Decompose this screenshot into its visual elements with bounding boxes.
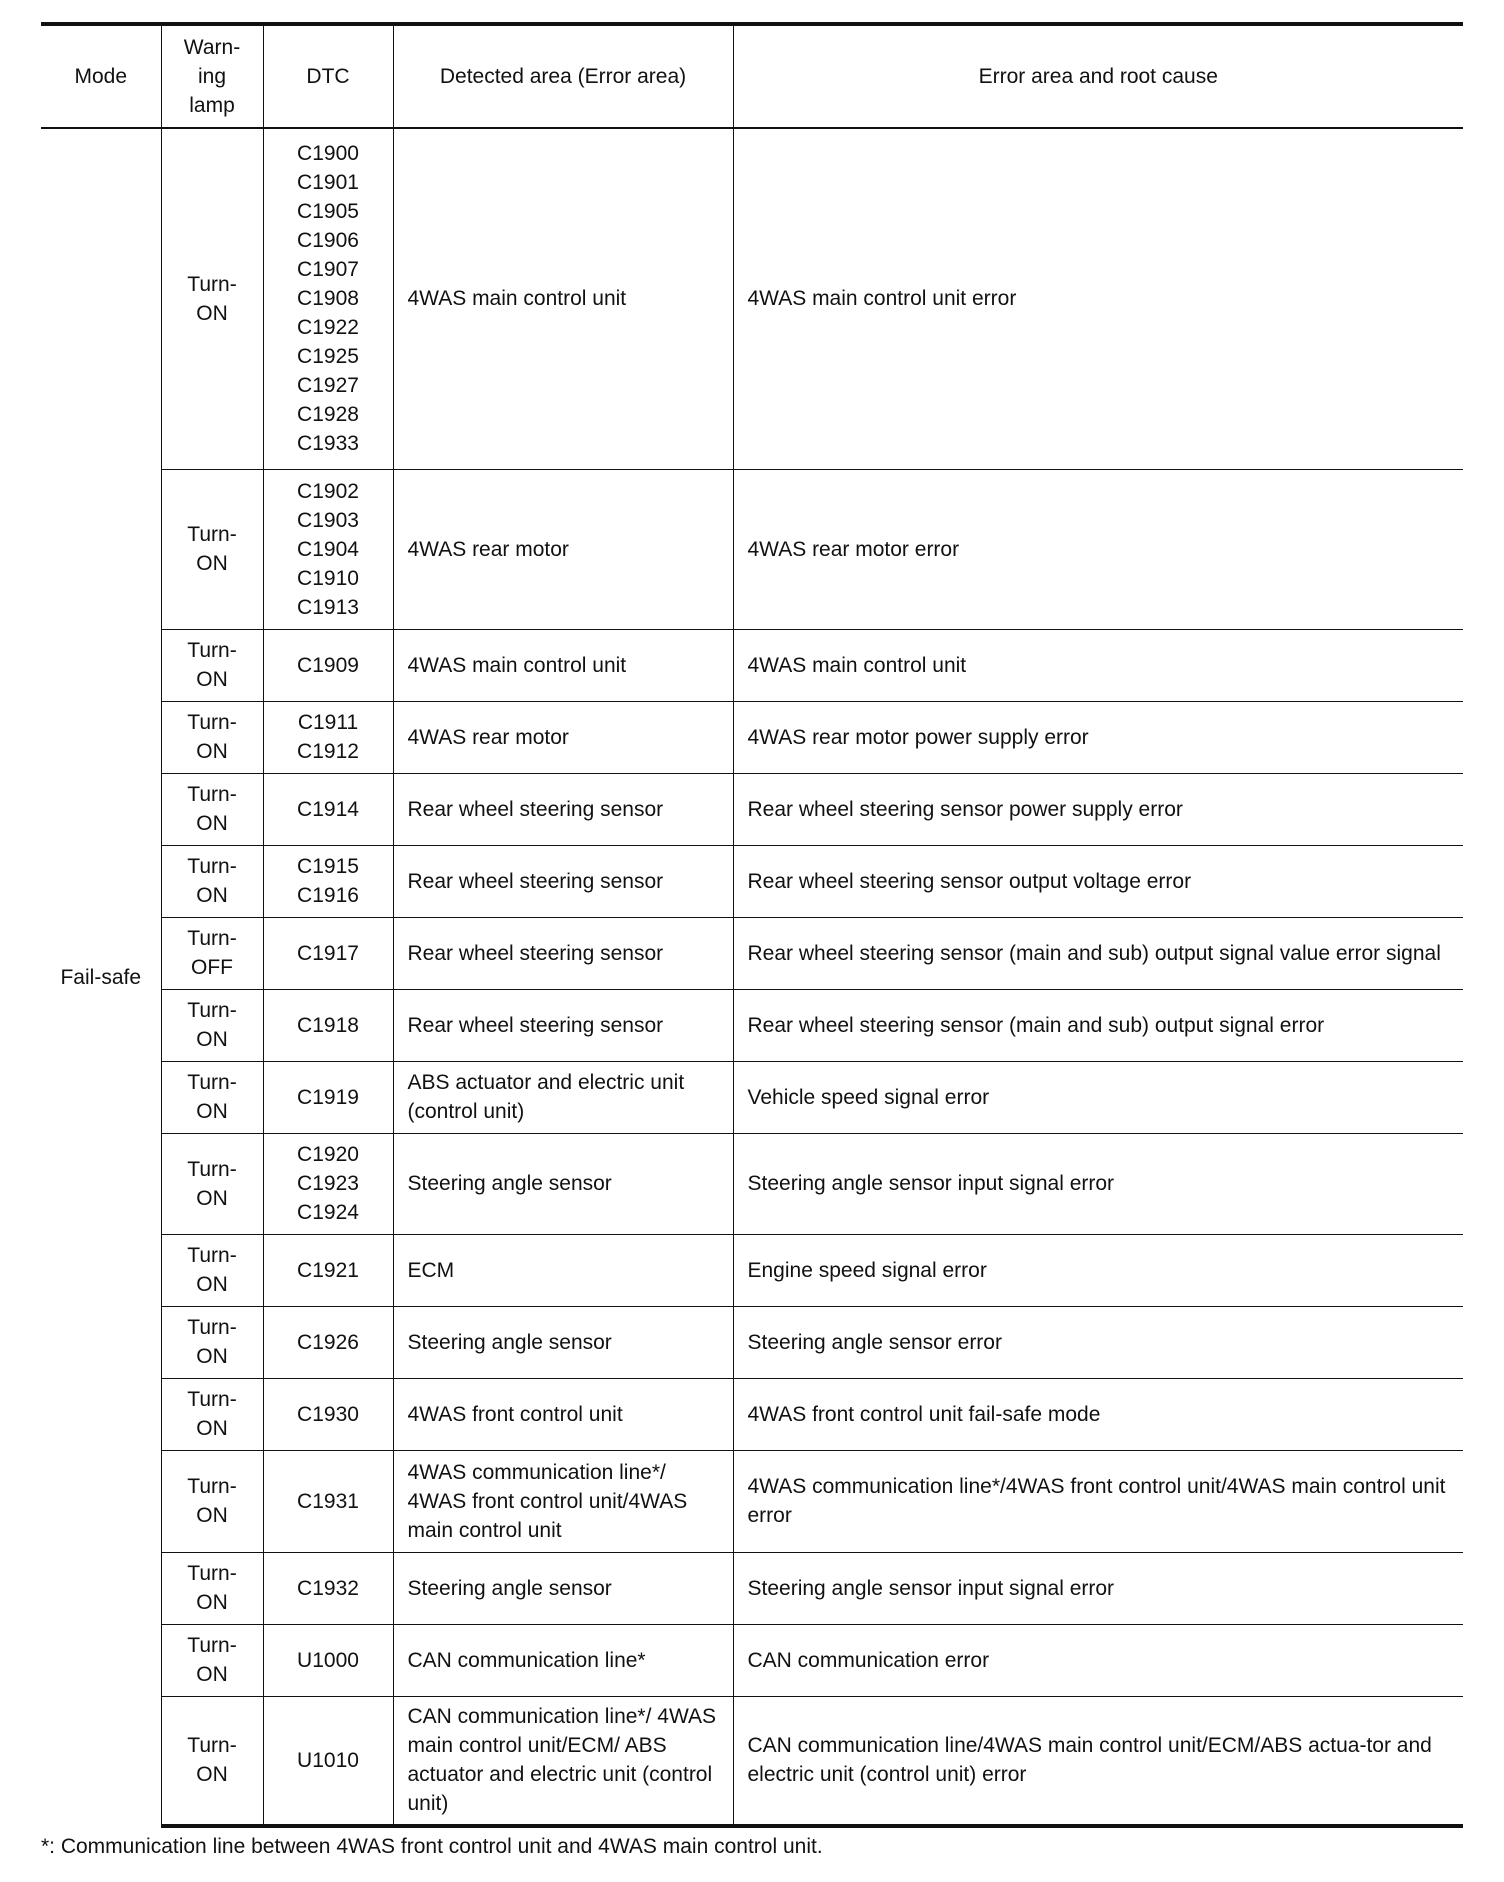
dtc-code-list [268, 1487, 389, 1516]
detected-area-cell: 4WAS front control unit [393, 1378, 733, 1450]
warning-lamp-line: ON [196, 1345, 228, 1368]
dtc-code: C1912 [297, 740, 359, 763]
warning-lamp-line: ON [196, 1100, 228, 1123]
warning-lamp-value [166, 636, 259, 694]
warning-lamp-value [166, 1313, 259, 1371]
dtc-cell [263, 1306, 393, 1378]
dtc-cell [263, 1624, 393, 1696]
warning-lamp-line: Turn- [187, 855, 237, 878]
dtc-cell [263, 629, 393, 701]
table-row [41, 1450, 1463, 1552]
detected-area-cell: 4WAS rear motor [393, 469, 733, 629]
dtc-cell [263, 469, 393, 629]
detected-area-cell: Rear wheel steering sensor [393, 917, 733, 989]
dtc-code-list [268, 1746, 389, 1775]
dtc-code: C1928 [297, 403, 359, 427]
warning-lamp-cell [161, 1133, 263, 1234]
dtc-code-list [268, 139, 389, 458]
dtc-code-list [268, 1083, 389, 1112]
detected-area-cell: 4WAS rear motor [393, 701, 733, 773]
error-cause-cell: Rear wheel steering sensor (main and sub) output signal value error signal [733, 917, 1463, 989]
warning-lamp-line: ON [196, 1028, 228, 1051]
warning-lamp-line: ON [196, 1504, 228, 1527]
dtc-code-list [268, 1646, 389, 1675]
warning-lamp-line: Turn- [187, 1634, 237, 1657]
dtc-code: C1932 [297, 1576, 359, 1600]
error-cause-cell: 4WAS main control unit error [733, 128, 1463, 469]
footnote: *: Communication line between 4WAS front control unit and 4WAS main control unit. [41, 1835, 823, 1858]
dtc-code-list [268, 1574, 389, 1603]
detected-area-cell: 4WAS communication line*/ 4WAS front control unit/4WAS main control unit [393, 1450, 733, 1552]
warning-lamp-value [166, 924, 259, 982]
error-cause-cell: 4WAS communication line*/4WAS front control unit/4WAS main control unit error [733, 1450, 1463, 1552]
error-cause-cell: 4WAS front control unit fail-safe mode [733, 1378, 1463, 1450]
warning-lamp-value [166, 1155, 259, 1213]
detected-area-cell: Steering angle sensor [393, 1552, 733, 1624]
dtc-table [41, 22, 1463, 1828]
dtc-cell [263, 1378, 393, 1450]
error-cause-cell: CAN communication line/4WAS main control unit/ECM/ABS actua-tor and electric unit (control unit) error [733, 1696, 1463, 1826]
dtc-code: C1914 [297, 797, 359, 821]
dtc-cell [263, 917, 393, 989]
dtc-code-list [268, 1328, 389, 1357]
detected-area-cell: CAN communication line* [393, 1624, 733, 1696]
dtc-cell [263, 1552, 393, 1624]
warning-lamp-value [166, 1472, 259, 1530]
header-warning-lamp-line-3: lamp [189, 94, 235, 117]
error-cause-cell: 4WAS rear motor error [733, 469, 1463, 629]
dtc-code: C1913 [297, 595, 359, 619]
warning-lamp-line: Turn- [187, 1244, 237, 1267]
error-cause-cell: Engine speed signal error [733, 1234, 1463, 1306]
warning-lamp-value [166, 852, 259, 910]
table-row [41, 1234, 1463, 1306]
detected-area-cell: 4WAS main control unit [393, 629, 733, 701]
dtc-cell [263, 773, 393, 845]
dtc-code: C1906 [297, 229, 359, 253]
dtc-code-list [268, 852, 389, 910]
error-cause-cell: Vehicle speed signal error [733, 1061, 1463, 1133]
dtc-cell [263, 1133, 393, 1234]
dtc-code: U1010 [297, 1748, 359, 1772]
dtc-code: C1930 [297, 1402, 359, 1426]
dtc-code-list [268, 708, 389, 766]
warning-lamp-line: ON [196, 812, 228, 835]
dtc-code: C1902 [297, 479, 359, 503]
warning-lamp-line: Turn- [187, 1388, 237, 1411]
header-mode: Mode [41, 24, 161, 128]
dtc-code: C1923 [297, 1172, 359, 1195]
warning-lamp-line: ON [196, 1273, 228, 1296]
warning-lamp-line: Turn- [187, 1157, 237, 1181]
error-cause-cell: Steering angle sensor input signal error [733, 1133, 1463, 1234]
dtc-code: C1924 [297, 1201, 359, 1224]
warning-lamp-line: Turn- [187, 999, 237, 1022]
dtc-cell [263, 989, 393, 1061]
dtc-code: C1917 [297, 941, 359, 965]
warning-lamp-line: ON [196, 1417, 228, 1440]
table-body [41, 128, 1463, 1826]
dtc-code-list [268, 477, 389, 622]
dtc-code: C1909 [297, 653, 359, 677]
dtc-cell [263, 845, 393, 917]
warning-lamp-value [166, 1068, 259, 1126]
dtc-cell [263, 701, 393, 773]
warning-lamp-cell [161, 1234, 263, 1306]
detected-area-cell: Steering angle sensor [393, 1133, 733, 1234]
dtc-code: C1933 [297, 432, 359, 456]
error-cause-cell: 4WAS rear motor power supply error [733, 701, 1463, 773]
warning-lamp-line: Turn- [187, 1562, 237, 1585]
table-row [41, 1624, 1463, 1696]
dtc-code-list [268, 1256, 389, 1285]
table-row [41, 1133, 1463, 1234]
dtc-cell [263, 1234, 393, 1306]
dtc-code: C1926 [297, 1330, 359, 1354]
warning-lamp-value [166, 1631, 259, 1689]
dtc-code-list [268, 651, 389, 680]
dtc-code: C1919 [297, 1085, 359, 1109]
warning-lamp-line: ON [196, 1591, 228, 1614]
header-warning-lamp-line-1: Warn- [183, 36, 241, 59]
warning-lamp-line: OFF [191, 956, 233, 979]
mode-cell: Fail-safe [41, 128, 161, 1826]
table-row [41, 629, 1463, 701]
warning-lamp-value [166, 270, 259, 328]
warning-lamp-line: Turn- [187, 1475, 237, 1498]
warning-lamp-cell [161, 989, 263, 1061]
header-row [41, 24, 1463, 128]
table-row [41, 1061, 1463, 1133]
warning-lamp-cell [161, 128, 263, 469]
warning-lamp-line: Turn- [187, 1071, 237, 1094]
dtc-code: C1900 [297, 142, 359, 166]
dtc-code: C1911 [297, 711, 359, 734]
warning-lamp-cell [161, 917, 263, 989]
dtc-code: C1905 [297, 200, 359, 224]
dtc-code: C1922 [297, 316, 359, 340]
error-cause-cell: 4WAS main control unit [733, 629, 1463, 701]
table-row [41, 128, 1463, 469]
table-row [41, 701, 1463, 773]
error-cause-cell: Steering angle sensor error [733, 1306, 1463, 1378]
detected-area-cell: Rear wheel steering sensor [393, 845, 733, 917]
warning-lamp-cell [161, 1552, 263, 1624]
warning-lamp-line: Turn- [187, 523, 237, 546]
warning-lamp-line: Turn- [187, 1734, 237, 1758]
warning-lamp-value [166, 1731, 259, 1789]
header-error-cause: Error area and root cause [733, 24, 1463, 128]
warning-lamp-line: ON [196, 1763, 228, 1787]
dtc-code: C1915 [297, 855, 359, 878]
warning-lamp-cell [161, 1306, 263, 1378]
warning-lamp-line: ON [196, 668, 228, 691]
warning-lamp-value [166, 1241, 259, 1299]
error-cause-cell: Steering angle sensor input signal error [733, 1552, 1463, 1624]
dtc-code: C1908 [297, 287, 359, 311]
dtc-code: C1927 [297, 374, 359, 398]
warning-lamp-line: ON [196, 301, 228, 325]
warning-lamp-line: Turn- [187, 711, 237, 734]
warning-lamp-line: Turn- [187, 272, 237, 296]
header-warning-lamp [161, 24, 263, 128]
table-row [41, 989, 1463, 1061]
dtc-code: C1903 [297, 508, 359, 532]
detected-area-cell: CAN communication line*/ 4WAS main control unit/ECM/ ABS actuator and electric unit (control unit) [393, 1696, 733, 1826]
dtc-code: C1901 [297, 171, 359, 195]
warning-lamp-line: Turn- [187, 927, 237, 950]
document-page [41, 22, 1463, 1861]
warning-lamp-cell [161, 469, 263, 629]
dtc-code: U1000 [297, 1648, 359, 1672]
warning-lamp-value [166, 996, 259, 1054]
warning-lamp-value [166, 520, 259, 578]
table-row [41, 469, 1463, 629]
dtc-code: C1920 [297, 1143, 359, 1166]
dtc-code: C1916 [297, 884, 359, 907]
table-row [41, 917, 1463, 989]
dtc-code-list [268, 1011, 389, 1040]
dtc-cell [263, 1696, 393, 1826]
dtc-code-list [268, 1400, 389, 1429]
detected-area-cell: ABS actuator and electric unit (control unit) [393, 1061, 733, 1133]
error-cause-cell: CAN communication error [733, 1624, 1463, 1696]
warning-lamp-line: ON [196, 552, 228, 575]
dtc-code: C1921 [297, 1258, 359, 1282]
warning-lamp-cell [161, 773, 263, 845]
header-detected-area: Detected area (Error area) [393, 24, 733, 128]
table-row [41, 1696, 1463, 1826]
warning-lamp-line: Turn- [187, 639, 237, 662]
detected-area-cell: 4WAS main control unit [393, 128, 733, 469]
dtc-cell [263, 1450, 393, 1552]
warning-lamp-cell [161, 1061, 263, 1133]
warning-lamp-cell [161, 629, 263, 701]
dtc-code: C1931 [297, 1489, 359, 1513]
dtc-code-list [268, 1140, 389, 1227]
warning-lamp-line: Turn- [187, 783, 237, 806]
warning-lamp-cell [161, 701, 263, 773]
dtc-code: C1925 [297, 345, 359, 369]
warning-lamp-line: ON [196, 1186, 228, 1210]
header-warning-lamp-line-2: ing [197, 65, 227, 88]
warning-lamp-cell [161, 1450, 263, 1552]
table-row [41, 773, 1463, 845]
dtc-cell [263, 1061, 393, 1133]
table-row [41, 1378, 1463, 1450]
warning-lamp-line: ON [196, 740, 228, 763]
table-row [41, 1552, 1463, 1624]
dtc-code: C1910 [297, 566, 359, 590]
dtc-code: C1904 [297, 537, 359, 561]
header-dtc: DTC [263, 24, 393, 128]
dtc-cell [263, 128, 393, 469]
warning-lamp-cell [161, 1378, 263, 1450]
error-cause-cell: Rear wheel steering sensor (main and sub) output signal error [733, 989, 1463, 1061]
warning-lamp-cell [161, 1624, 263, 1696]
warning-lamp-value [166, 780, 259, 838]
warning-lamp-line: ON [196, 1663, 228, 1686]
warning-lamp-cell [161, 845, 263, 917]
table-row [41, 1306, 1463, 1378]
dtc-code: C1907 [297, 258, 359, 282]
warning-lamp-value [166, 1385, 259, 1443]
dtc-code-list [268, 795, 389, 824]
table-row [41, 845, 1463, 917]
warning-lamp-value [166, 1559, 259, 1617]
warning-lamp-value [166, 708, 259, 766]
warning-lamp-line: Turn- [187, 1316, 237, 1339]
detected-area-cell: ECM [393, 1234, 733, 1306]
dtc-code: C1918 [297, 1013, 359, 1037]
warning-lamp-cell [161, 1696, 263, 1826]
detected-area-cell: Rear wheel steering sensor [393, 773, 733, 845]
detected-area-cell: Steering angle sensor [393, 1306, 733, 1378]
error-cause-cell: Rear wheel steering sensor power supply error [733, 773, 1463, 845]
detected-area-cell: Rear wheel steering sensor [393, 989, 733, 1061]
dtc-code-list [268, 939, 389, 968]
error-cause-cell: Rear wheel steering sensor output voltage error [733, 845, 1463, 917]
warning-lamp-line: ON [196, 884, 228, 907]
